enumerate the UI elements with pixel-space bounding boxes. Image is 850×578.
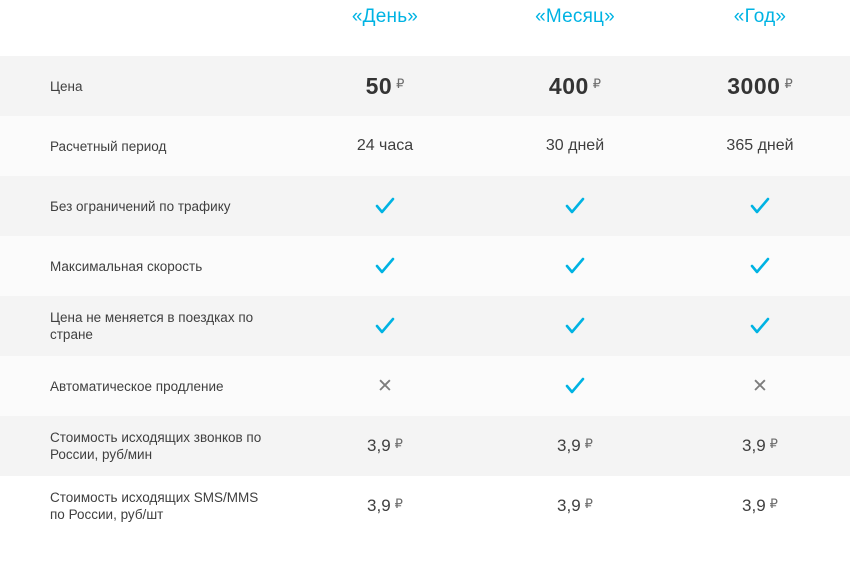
column-header-year: «Год» xyxy=(733,6,787,27)
billing-period-year: 365 дней xyxy=(726,137,794,154)
table-row xyxy=(480,476,670,536)
price-value-month: 400 xyxy=(548,72,589,99)
table-row xyxy=(480,296,670,356)
row-label-unlimited-traffic: Без ограничений по трафику xyxy=(50,198,231,214)
table-row xyxy=(0,356,290,416)
table-row xyxy=(480,176,670,236)
currency-symbol: ₽ xyxy=(769,496,778,511)
table-row xyxy=(0,176,290,236)
table-row xyxy=(670,296,850,356)
currency-symbol: ₽ xyxy=(396,76,405,91)
table-row xyxy=(480,116,670,176)
row-label-outgoing-sms-cost: Стоимость исходящих SMS/MMS по России, руб/шт xyxy=(50,490,259,522)
currency-symbol: ₽ xyxy=(584,436,593,451)
table-row xyxy=(290,296,480,356)
table-row xyxy=(290,176,480,236)
billing-period-day: 24 часа xyxy=(356,137,414,154)
check-icon xyxy=(750,316,770,336)
currency-symbol: ₽ xyxy=(394,436,403,451)
table-row xyxy=(0,476,290,536)
table-row xyxy=(0,236,290,296)
table-row xyxy=(670,356,850,416)
table-row xyxy=(290,56,480,116)
row-label-outgoing-calls-cost: Стоимость исходящих звонков по России, руб/мин xyxy=(50,430,262,462)
column-header-day: «День» xyxy=(351,6,419,27)
header-spacer xyxy=(0,0,290,56)
table-row xyxy=(670,56,850,116)
table-row xyxy=(290,116,480,176)
table-row xyxy=(670,176,850,236)
table-row xyxy=(290,476,480,536)
billing-period-month: 30 дней xyxy=(545,137,605,154)
row-label-price-fixed-in-travel: Цена не меняется в поездках по стране xyxy=(50,310,254,342)
table-row xyxy=(290,356,480,416)
table-row xyxy=(670,116,850,176)
check-icon xyxy=(750,256,770,276)
table-row xyxy=(670,476,850,536)
calls-cost-day: 3,9 xyxy=(367,436,391,455)
table-row xyxy=(480,416,670,476)
cross-icon: ✕ xyxy=(377,374,393,397)
table-row xyxy=(480,356,670,416)
currency-symbol: ₽ xyxy=(784,76,793,91)
sms-cost-day: 3,9 xyxy=(367,496,391,515)
currency-symbol: ₽ xyxy=(769,436,778,451)
table-row xyxy=(0,296,290,356)
check-icon xyxy=(375,196,395,216)
table-row xyxy=(0,56,290,116)
price-value-year: 3000 xyxy=(727,72,781,99)
table-row xyxy=(670,416,850,476)
row-label-billing-period: Расчетный период xyxy=(50,138,167,154)
table-row xyxy=(670,236,850,296)
currency-symbol: ₽ xyxy=(584,496,593,511)
sms-cost-year: 3,9 xyxy=(742,496,766,515)
check-icon xyxy=(565,316,585,336)
check-icon xyxy=(565,196,585,216)
currency-symbol: ₽ xyxy=(394,496,403,511)
table-row xyxy=(290,236,480,296)
sms-cost-month: 3,9 xyxy=(557,496,581,515)
cross-icon: ✕ xyxy=(752,374,768,397)
column-header-month: «Месяц» xyxy=(535,6,615,27)
table-row xyxy=(480,56,670,116)
check-icon xyxy=(750,196,770,216)
check-icon xyxy=(565,256,585,276)
calls-cost-year: 3,9 xyxy=(742,436,766,455)
currency-symbol: ₽ xyxy=(592,76,602,91)
price-value-day: 50 xyxy=(365,72,393,99)
row-label-price: Цена xyxy=(50,78,83,94)
check-icon xyxy=(565,376,585,396)
table-row xyxy=(0,116,290,176)
check-icon xyxy=(375,256,395,276)
check-icon xyxy=(375,316,395,336)
table-row xyxy=(290,416,480,476)
calls-cost-month: 3,9 xyxy=(557,436,581,455)
row-label-auto-renewal: Автоматическое продление xyxy=(50,378,224,394)
row-label-max-speed: Максимальная скорость xyxy=(50,258,203,274)
table-row xyxy=(0,416,290,476)
table-row xyxy=(480,236,670,296)
